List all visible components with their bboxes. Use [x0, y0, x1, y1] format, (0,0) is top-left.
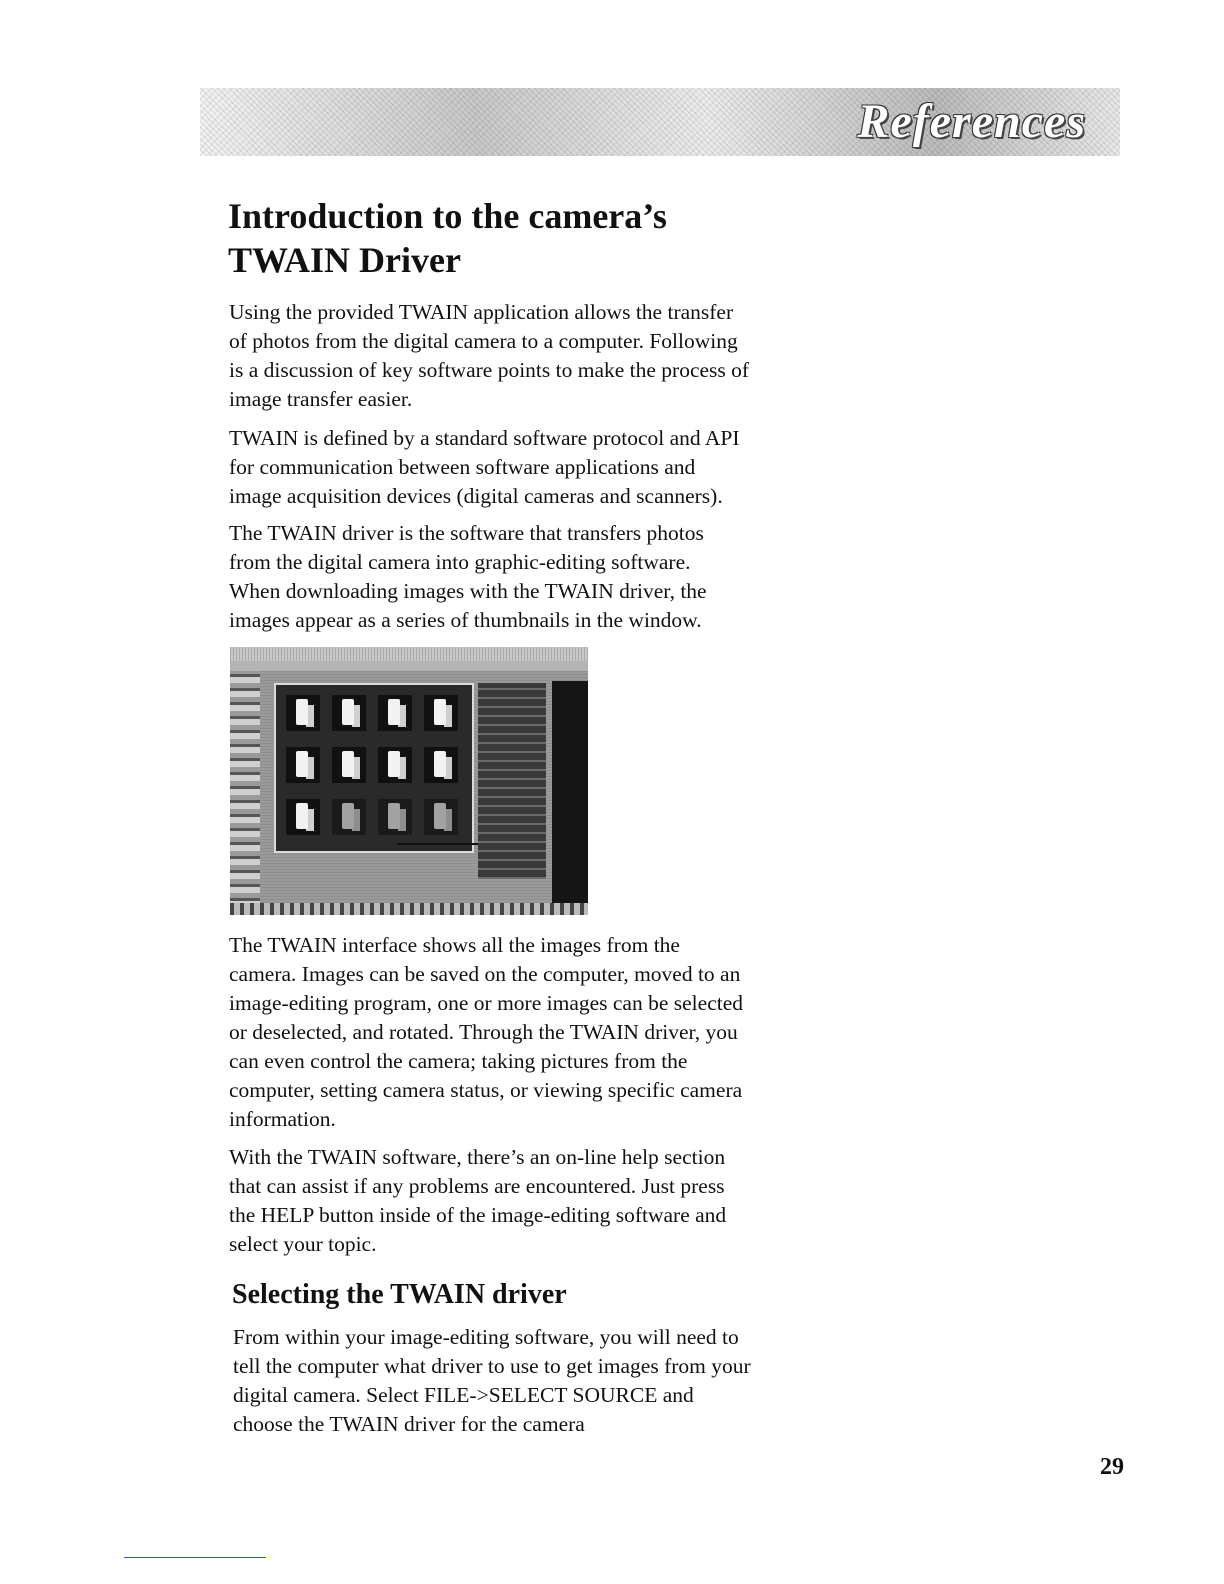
- text-line: digital camera. Select FILE->SELECT SOURCE and: [233, 1383, 694, 1407]
- page-title-line-2: TWAIN Driver: [228, 240, 461, 280]
- help-paragraph: [229, 1143, 829, 1259]
- interface-paragraph: [229, 931, 829, 1134]
- thumbnail: [286, 695, 320, 731]
- section-subheading: Selecting the TWAIN driver: [232, 1279, 567, 1310]
- intro-paragraph-2: [229, 424, 829, 511]
- selecting-paragraph: [233, 1323, 833, 1439]
- text-line: When downloading images with the TWAIN driver, the: [229, 579, 707, 603]
- footer-rule: [124, 1557, 266, 1558]
- intro-paragraph-3: [229, 519, 829, 635]
- text-line: With the TWAIN software, there’s an on-line help section: [229, 1145, 726, 1169]
- thumbnail: [424, 747, 458, 783]
- text-line: information.: [229, 1107, 336, 1131]
- screenshot-menubar: [230, 661, 588, 671]
- text-line: image-editing program, one or more images can be selected: [229, 991, 744, 1015]
- page-number: 29: [1100, 1454, 1124, 1480]
- page-title: [228, 194, 868, 282]
- screenshot-scrollbar: [552, 681, 588, 907]
- thumbnail-grid: [274, 683, 474, 853]
- text-line: images appear as a series of thumbnails in the window.: [229, 608, 702, 632]
- screenshot-statusbar: [230, 903, 588, 915]
- text-line: The TWAIN driver is the software that transfers photos: [229, 521, 704, 545]
- text-line: From within your image-editing software, you will need to: [233, 1325, 739, 1349]
- section-banner: [200, 88, 1120, 156]
- text-line: TWAIN is defined by a standard software protocol and API: [229, 426, 740, 450]
- thumbnail: [378, 799, 412, 835]
- thumbnail: [332, 695, 366, 731]
- text-line: that can assist if any problems are encountered. Just press: [229, 1174, 725, 1198]
- page-title-line-1: Introduction to the camera’s: [228, 196, 667, 236]
- text-line: can even control the camera; taking pictures from the: [229, 1049, 688, 1073]
- text-line: image acquisition devices (digital cameras and scanners).: [229, 484, 723, 508]
- thumbnail: [332, 799, 366, 835]
- text-line: for communication between software applications and: [229, 455, 696, 479]
- text-line: computer, setting camera status, or viewing specific camera: [229, 1078, 743, 1102]
- screenshot-titlebar: [230, 647, 588, 661]
- thumbnail: [332, 747, 366, 783]
- text-line: choose the TWAIN driver for the camera: [233, 1412, 585, 1436]
- text-line: camera. Images can be saved on the computer, moved to an: [229, 962, 741, 986]
- text-line: is a discussion of key software points to make the process of: [229, 358, 750, 382]
- text-line: image transfer easier.: [229, 387, 413, 411]
- camera-control-panel: [478, 683, 546, 879]
- thumbnail: [286, 747, 320, 783]
- intro-paragraph-1: [229, 298, 829, 414]
- thumbnail: [378, 747, 412, 783]
- thumbnail: [424, 799, 458, 835]
- text-line: tell the computer what driver to use to get images from your: [233, 1354, 751, 1378]
- text-line: of photos from the digital camera to a computer. Following: [229, 329, 738, 353]
- text-line: The TWAIN interface shows all the images from the: [229, 933, 680, 957]
- twain-interface-screenshot: [230, 647, 588, 915]
- thumbnail: [424, 695, 458, 731]
- section-label: References: [857, 95, 1086, 148]
- text-line: select your topic.: [229, 1232, 377, 1256]
- thumbnail: [378, 695, 412, 731]
- text-line: from the digital camera into graphic-editing software.: [229, 550, 691, 574]
- thumbnail: [286, 799, 320, 835]
- text-line: or deselected, and rotated. Through the TWAIN driver, you: [229, 1020, 738, 1044]
- screenshot-toolbar: [230, 671, 260, 907]
- text-line: Using the provided TWAIN application allows the transfer: [229, 300, 734, 324]
- text-line: the HELP button inside of the image-editing software and: [229, 1203, 727, 1227]
